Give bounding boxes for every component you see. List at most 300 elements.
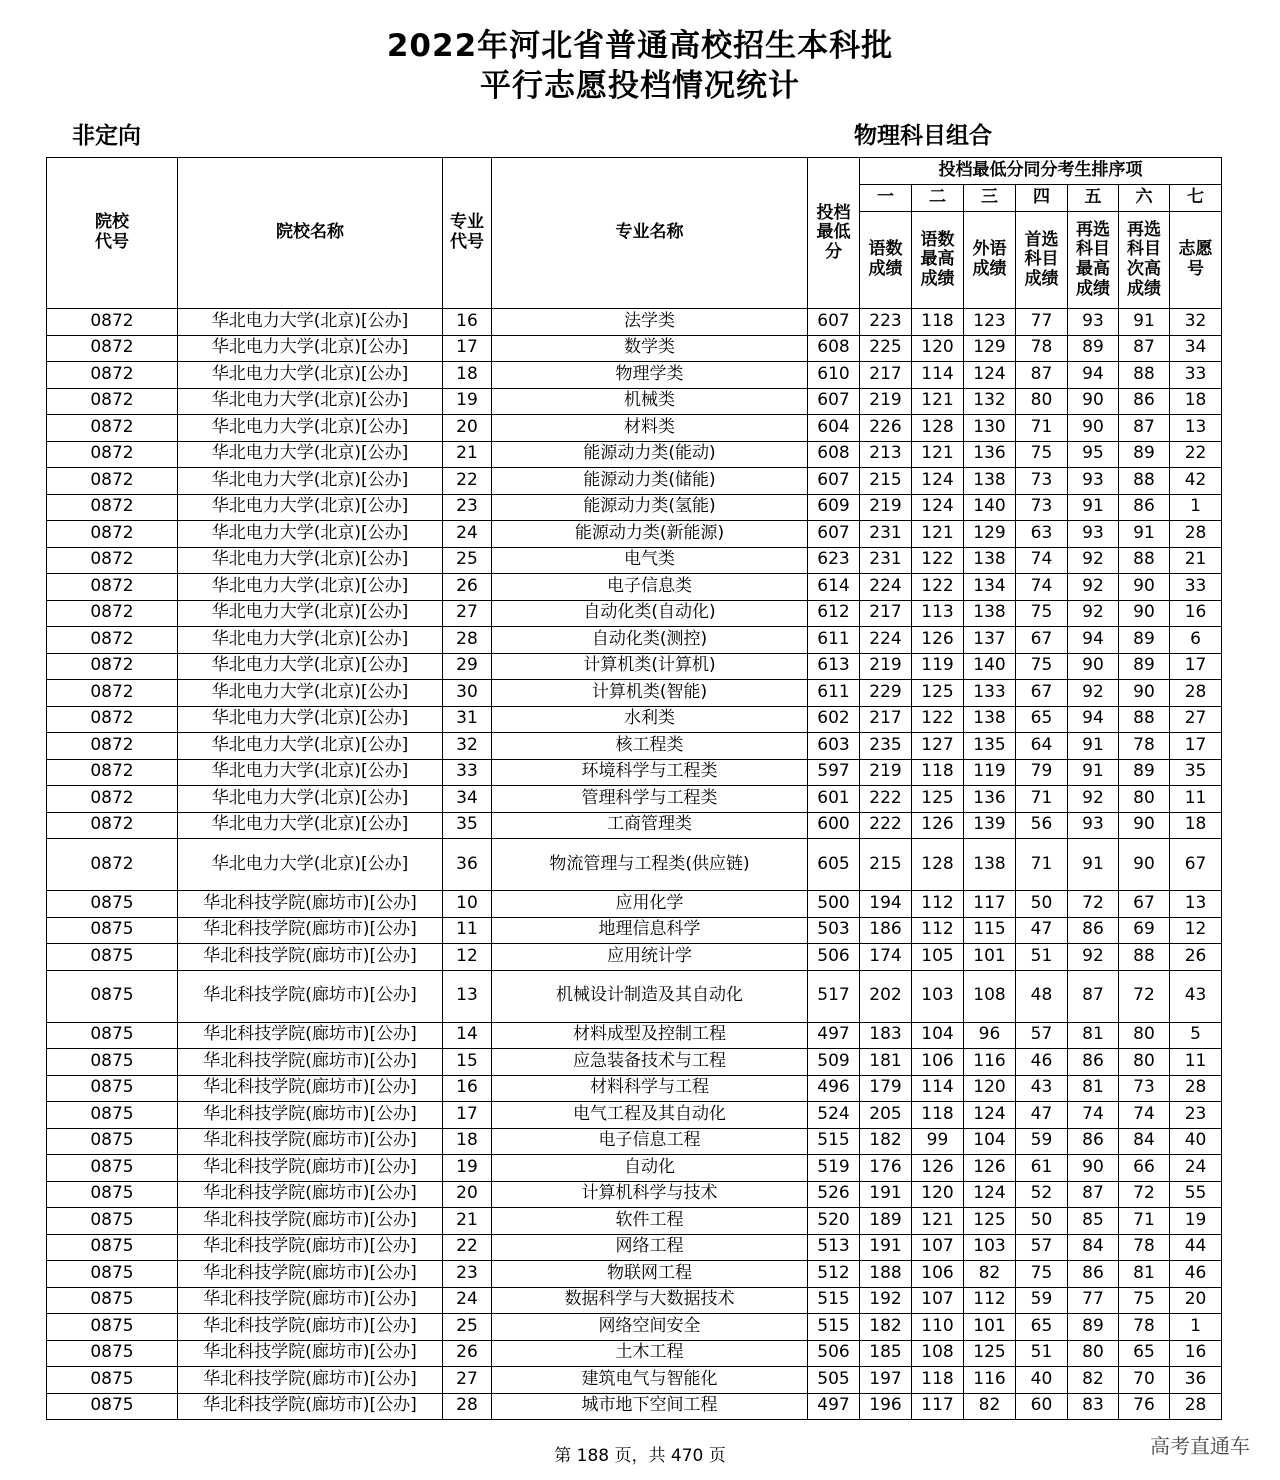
table-cell: 103 <box>912 970 964 1022</box>
table-row <box>47 759 1222 786</box>
table-cell: 138 <box>964 600 1016 627</box>
table-cell: 107 <box>912 1287 964 1314</box>
table-row <box>47 1075 1222 1102</box>
table-cell: 20 <box>1170 1287 1222 1314</box>
table-cell: 华北电力大学(北京)[公办] <box>178 733 443 760</box>
table-row <box>47 600 1222 627</box>
table-cell: 604 <box>808 415 860 442</box>
table-cell: 34 <box>1170 335 1222 362</box>
table-cell: 121 <box>912 441 964 468</box>
table-cell: 90 <box>1068 415 1119 442</box>
table-cell: 43 <box>1016 1075 1068 1102</box>
table-cell: 74 <box>1119 1102 1170 1129</box>
table-cell: 96 <box>964 1022 1016 1049</box>
table-cell: 515 <box>808 1128 860 1155</box>
table-cell: 0875 <box>47 1128 178 1155</box>
table-cell: 513 <box>808 1234 860 1261</box>
table-cell: 126 <box>912 1155 964 1182</box>
table-cell: 华北科技学院(廊坊市)[公办] <box>178 1367 443 1394</box>
table-cell: 华北电力大学(北京)[公办] <box>178 680 443 707</box>
table-row <box>47 335 1222 362</box>
table-cell: 25 <box>443 1314 492 1341</box>
table-cell: 231 <box>860 547 912 574</box>
table-cell: 应用化学 <box>492 891 808 918</box>
table-row <box>47 1181 1222 1208</box>
table-cell: 226 <box>860 415 912 442</box>
table-cell: 48 <box>1016 970 1068 1022</box>
table-cell: 0875 <box>47 1181 178 1208</box>
table-cell: 88 <box>1119 362 1170 389</box>
table-cell: 78 <box>1119 1234 1170 1261</box>
table-cell: 0872 <box>47 468 178 495</box>
table-cell: 497 <box>808 1393 860 1420</box>
table-cell: 95 <box>1068 441 1119 468</box>
table-cell: 75 <box>1016 600 1068 627</box>
table-cell: 23 <box>1170 1102 1222 1129</box>
table-cell: 81 <box>1068 1022 1119 1049</box>
table-cell: 71 <box>1016 839 1068 891</box>
table-cell: 30 <box>443 680 492 707</box>
table-cell: 93 <box>1068 812 1119 839</box>
table-cell: 188 <box>860 1261 912 1288</box>
table-cell: 13 <box>443 970 492 1022</box>
table-cell: 华北电力大学(北京)[公办] <box>178 759 443 786</box>
table-cell: 华北科技学院(廊坊市)[公办] <box>178 1049 443 1076</box>
table-cell: 12 <box>1170 917 1222 944</box>
table-cell: 能源动力类(新能源) <box>492 521 808 548</box>
table-cell: 182 <box>860 1128 912 1155</box>
table-cell: 44 <box>1170 1234 1222 1261</box>
table-cell: 51 <box>1016 1340 1068 1367</box>
table-cell: 72 <box>1119 970 1170 1022</box>
table-cell: 52 <box>1016 1181 1068 1208</box>
table-cell: 华北电力大学(北京)[公办] <box>178 574 443 601</box>
table-cell: 73 <box>1016 494 1068 521</box>
table-cell: 27 <box>443 600 492 627</box>
table-row <box>47 917 1222 944</box>
table-cell: 华北电力大学(北京)[公办] <box>178 786 443 813</box>
table-cell: 112 <box>964 1287 1016 1314</box>
table-cell: 219 <box>860 653 912 680</box>
table-cell: 1 <box>1170 494 1222 521</box>
table-cell: 土木工程 <box>492 1340 808 1367</box>
table-cell: 20 <box>443 415 492 442</box>
table-cell: 197 <box>860 1367 912 1394</box>
table-row <box>47 1208 1222 1235</box>
table-cell: 0872 <box>47 839 178 891</box>
table-cell: 88 <box>1119 706 1170 733</box>
table-cell: 87 <box>1068 1181 1119 1208</box>
table-cell: 43 <box>1170 970 1222 1022</box>
table-cell: 597 <box>808 759 860 786</box>
table-cell: 11 <box>1170 786 1222 813</box>
table-cell: 128 <box>912 415 964 442</box>
table-cell: 81 <box>1119 1261 1170 1288</box>
table-cell: 191 <box>860 1181 912 1208</box>
table-cell: 计算机类(计算机) <box>492 653 808 680</box>
table-cell: 73 <box>1016 468 1068 495</box>
header-school-name: 院校名称 <box>178 158 443 309</box>
table-cell: 80 <box>1119 786 1170 813</box>
table-cell: 工商管理类 <box>492 812 808 839</box>
table-cell: 605 <box>808 839 860 891</box>
table-cell: 138 <box>964 468 1016 495</box>
table-cell: 31 <box>443 706 492 733</box>
table-cell: 219 <box>860 759 912 786</box>
table-cell: 77 <box>1016 309 1068 336</box>
table-cell: 91 <box>1068 733 1119 760</box>
table-cell: 519 <box>808 1155 860 1182</box>
table-cell: 114 <box>912 1075 964 1102</box>
table-cell: 612 <box>808 600 860 627</box>
table-cell: 600 <box>808 812 860 839</box>
table-cell: 28 <box>1170 521 1222 548</box>
table-cell: 华北电力大学(北京)[公办] <box>178 600 443 627</box>
table-cell: 80 <box>1068 1340 1119 1367</box>
table-cell: 28 <box>1170 1075 1222 1102</box>
table-cell: 80 <box>1119 1049 1170 1076</box>
table-cell: 40 <box>1016 1367 1068 1394</box>
table-cell: 21 <box>1170 547 1222 574</box>
table-cell: 华北科技学院(廊坊市)[公办] <box>178 1287 443 1314</box>
table-cell: 0872 <box>47 733 178 760</box>
table-cell: 0872 <box>47 812 178 839</box>
table-cell: 0872 <box>47 574 178 601</box>
table-cell: 15 <box>443 1049 492 1076</box>
table-row <box>47 388 1222 415</box>
orientation-heading: 非定向 <box>72 123 141 149</box>
table-cell: 华北科技学院(廊坊市)[公办] <box>178 1314 443 1341</box>
table-cell: 67 <box>1016 680 1068 707</box>
table-cell: 608 <box>808 441 860 468</box>
table-cell: 92 <box>1068 786 1119 813</box>
table-cell: 86 <box>1068 1128 1119 1155</box>
table-cell: 0875 <box>47 1393 178 1420</box>
table-cell: 华北电力大学(北京)[公办] <box>178 839 443 891</box>
table-cell: 18 <box>1170 812 1222 839</box>
table-cell: 华北科技学院(廊坊市)[公办] <box>178 970 443 1022</box>
table-cell: 0875 <box>47 1314 178 1341</box>
header-major-name: 专业名称 <box>492 158 808 309</box>
header-rank-item: 外语成绩 <box>964 212 1016 309</box>
table-cell: 90 <box>1119 680 1170 707</box>
table-cell: 材料类 <box>492 415 808 442</box>
table-cell: 地理信息科学 <box>492 917 808 944</box>
table-cell: 118 <box>912 1102 964 1129</box>
table-cell: 0875 <box>47 1261 178 1288</box>
table-row <box>47 1128 1222 1155</box>
table-cell: 13 <box>1170 415 1222 442</box>
table-cell: 21 <box>443 441 492 468</box>
table-row <box>47 1287 1222 1314</box>
table-cell: 数学类 <box>492 335 808 362</box>
table-cell: 92 <box>1068 680 1119 707</box>
table-cell: 117 <box>912 1393 964 1420</box>
table-cell: 189 <box>860 1208 912 1235</box>
table-cell: 86 <box>1119 494 1170 521</box>
table-cell: 0872 <box>47 786 178 813</box>
table-cell: 223 <box>860 309 912 336</box>
table-cell: 92 <box>1068 547 1119 574</box>
table-cell: 120 <box>912 335 964 362</box>
table-cell: 0875 <box>47 1155 178 1182</box>
table-row <box>47 944 1222 971</box>
table-cell: 47 <box>1016 917 1068 944</box>
table-cell: 城市地下空间工程 <box>492 1393 808 1420</box>
table-cell: 64 <box>1016 733 1068 760</box>
header-rank-item: 再选科目次高成绩 <box>1119 212 1170 309</box>
page-subtitle: 平行志愿投档情况统计 <box>480 68 800 104</box>
table-cell: 33 <box>1170 574 1222 601</box>
table-cell: 56 <box>1016 812 1068 839</box>
table-cell: 106 <box>912 1049 964 1076</box>
table-cell: 124 <box>912 468 964 495</box>
table-cell: 90 <box>1068 653 1119 680</box>
table-cell: 0875 <box>47 1287 178 1314</box>
table-cell: 63 <box>1016 521 1068 548</box>
table-row <box>47 653 1222 680</box>
table-cell: 126 <box>912 812 964 839</box>
table-cell: 22 <box>443 468 492 495</box>
table-cell: 91 <box>1068 759 1119 786</box>
table-cell: 55 <box>1170 1181 1222 1208</box>
table-cell: 材料成型及控制工程 <box>492 1022 808 1049</box>
table-cell: 华北电力大学(北京)[公办] <box>178 494 443 521</box>
table-cell: 132 <box>964 388 1016 415</box>
table-cell: 124 <box>964 1181 1016 1208</box>
table-cell: 0872 <box>47 653 178 680</box>
table-cell: 121 <box>912 521 964 548</box>
table-row <box>47 970 1222 1022</box>
table-cell: 华北科技学院(廊坊市)[公办] <box>178 1234 443 1261</box>
table-cell: 电气类 <box>492 547 808 574</box>
table-cell: 88 <box>1119 547 1170 574</box>
table-body <box>47 309 1222 1420</box>
table-cell: 229 <box>860 680 912 707</box>
table-row <box>47 839 1222 891</box>
table-cell: 21 <box>443 1208 492 1235</box>
table-cell: 135 <box>964 733 1016 760</box>
table-cell: 自动化类(自动化) <box>492 600 808 627</box>
table-cell: 108 <box>964 970 1016 1022</box>
page-footer: 第 188 页，共 470 页 <box>554 1446 726 1466</box>
table-cell: 91 <box>1068 494 1119 521</box>
table-cell: 华北电力大学(北京)[公办] <box>178 521 443 548</box>
table-cell: 181 <box>860 1049 912 1076</box>
table-cell: 93 <box>1068 309 1119 336</box>
table-cell: 11 <box>1170 1049 1222 1076</box>
table-cell: 0875 <box>47 891 178 918</box>
table-cell: 78 <box>1119 1314 1170 1341</box>
table-cell: 235 <box>860 733 912 760</box>
table-cell: 27 <box>1170 706 1222 733</box>
table-cell: 20 <box>443 1181 492 1208</box>
header-tiebreak-group: 投档最低分同分考生排序项 <box>860 158 1222 185</box>
table-cell: 217 <box>860 600 912 627</box>
table-cell: 183 <box>860 1022 912 1049</box>
table-cell: 10 <box>443 891 492 918</box>
table-cell: 应用统计学 <box>492 944 808 971</box>
table-cell: 华北科技学院(廊坊市)[公办] <box>178 1075 443 1102</box>
table-cell: 61 <box>1016 1155 1068 1182</box>
table-row <box>47 1314 1222 1341</box>
table-cell: 611 <box>808 680 860 707</box>
table-cell: 76 <box>1119 1393 1170 1420</box>
table-cell: 138 <box>964 706 1016 733</box>
table-cell: 87 <box>1119 415 1170 442</box>
table-cell: 196 <box>860 1393 912 1420</box>
table-cell: 90 <box>1119 574 1170 601</box>
table-cell: 104 <box>912 1022 964 1049</box>
table-cell: 电子信息工程 <box>492 1128 808 1155</box>
table-cell: 217 <box>860 362 912 389</box>
table-cell: 179 <box>860 1075 912 1102</box>
table-cell: 74 <box>1016 574 1068 601</box>
table-cell: 118 <box>912 309 964 336</box>
table-cell: 59 <box>1016 1287 1068 1314</box>
page-title: 2022年河北省普通高校招生本科批 <box>386 28 894 64</box>
table-cell: 603 <box>808 733 860 760</box>
table-cell: 0872 <box>47 415 178 442</box>
header-rank-item: 再选科目最高成绩 <box>1068 212 1119 309</box>
table-cell: 环境科学与工程类 <box>492 759 808 786</box>
header-rank: 四 <box>1016 185 1068 212</box>
table-row <box>47 547 1222 574</box>
table-cell: 0875 <box>47 970 178 1022</box>
table-cell: 17 <box>443 335 492 362</box>
table-cell: 18 <box>1170 388 1222 415</box>
table-cell: 华北科技学院(廊坊市)[公办] <box>178 1208 443 1235</box>
table-cell: 17 <box>443 1102 492 1129</box>
table-cell: 104 <box>964 1128 1016 1155</box>
table-cell: 电子信息类 <box>492 574 808 601</box>
table-cell: 70 <box>1119 1367 1170 1394</box>
table-cell: 94 <box>1068 627 1119 654</box>
table-cell: 13 <box>1170 891 1222 918</box>
table-cell: 网络空间安全 <box>492 1314 808 1341</box>
table-cell: 华北科技学院(廊坊市)[公办] <box>178 917 443 944</box>
table-cell: 138 <box>964 839 1016 891</box>
header-rank-item: 语数成绩 <box>860 212 912 309</box>
table-cell: 125 <box>912 786 964 813</box>
table-cell: 89 <box>1119 627 1170 654</box>
table-cell: 73 <box>1119 1075 1170 1102</box>
table-cell: 124 <box>964 1102 1016 1129</box>
table-cell: 网络工程 <box>492 1234 808 1261</box>
table-cell: 86 <box>1068 917 1119 944</box>
table-cell: 101 <box>964 944 1016 971</box>
table-cell: 106 <box>912 1261 964 1288</box>
table-cell: 材料科学与工程 <box>492 1075 808 1102</box>
table-cell: 92 <box>1068 574 1119 601</box>
header-rank: 五 <box>1068 185 1119 212</box>
table-cell: 88 <box>1119 944 1170 971</box>
table-cell: 能源动力类(氢能) <box>492 494 808 521</box>
table-cell: 89 <box>1119 653 1170 680</box>
table-cell: 81 <box>1068 1075 1119 1102</box>
table-cell: 32 <box>443 733 492 760</box>
table-row <box>47 1234 1222 1261</box>
table-cell: 139 <box>964 812 1016 839</box>
table-cell: 138 <box>964 547 1016 574</box>
table-cell: 101 <box>964 1314 1016 1341</box>
table-cell: 24 <box>443 521 492 548</box>
table-cell: 607 <box>808 521 860 548</box>
table-cell: 18 <box>443 362 492 389</box>
table-cell: 205 <box>860 1102 912 1129</box>
table-cell: 83 <box>1068 1393 1119 1420</box>
table-cell: 90 <box>1068 1155 1119 1182</box>
table-cell: 94 <box>1068 706 1119 733</box>
table-cell: 75 <box>1016 441 1068 468</box>
table-cell: 99 <box>912 1128 964 1155</box>
table-cell: 华北电力大学(北京)[公办] <box>178 309 443 336</box>
table-cell: 71 <box>1016 415 1068 442</box>
table-cell: 0875 <box>47 1102 178 1129</box>
table-row <box>47 627 1222 654</box>
table-cell: 应急装备技术与工程 <box>492 1049 808 1076</box>
table-cell: 129 <box>964 521 1016 548</box>
table-cell: 127 <box>912 733 964 760</box>
table-cell: 46 <box>1016 1049 1068 1076</box>
table-cell: 79 <box>1016 759 1068 786</box>
header-rank-item: 语数最高成绩 <box>912 212 964 309</box>
table-cell: 华北电力大学(北京)[公办] <box>178 468 443 495</box>
table-cell: 128 <box>912 839 964 891</box>
table-cell: 物联网工程 <box>492 1261 808 1288</box>
header-rank: 三 <box>964 185 1016 212</box>
table-cell: 34 <box>443 786 492 813</box>
table-cell: 136 <box>964 441 1016 468</box>
table-cell: 16 <box>443 309 492 336</box>
table-cell: 75 <box>1016 1261 1068 1288</box>
table-cell: 0872 <box>47 388 178 415</box>
table-cell: 物流管理与工程类(供应链) <box>492 839 808 891</box>
table-cell: 87 <box>1016 362 1068 389</box>
table-cell: 0875 <box>47 1049 178 1076</box>
table-cell: 0872 <box>47 494 178 521</box>
table-cell: 213 <box>860 441 912 468</box>
table-cell: 华北电力大学(北京)[公办] <box>178 706 443 733</box>
table-cell: 19 <box>443 1155 492 1182</box>
table-cell: 133 <box>964 680 1016 707</box>
table-cell: 0872 <box>47 335 178 362</box>
table-cell: 82 <box>964 1261 1016 1288</box>
table-cell: 89 <box>1119 441 1170 468</box>
table-cell: 614 <box>808 574 860 601</box>
table-cell: 222 <box>860 786 912 813</box>
table-cell: 27 <box>443 1367 492 1394</box>
table-cell: 0872 <box>47 309 178 336</box>
table-cell: 电气工程及其自动化 <box>492 1102 808 1129</box>
table-cell: 36 <box>443 839 492 891</box>
table-cell: 42 <box>1170 468 1222 495</box>
header-rank-item: 志愿号 <box>1170 212 1222 309</box>
table-cell: 60 <box>1016 1393 1068 1420</box>
table-cell: 74 <box>1068 1102 1119 1129</box>
table-cell: 33 <box>1170 362 1222 389</box>
table-cell: 管理科学与工程类 <box>492 786 808 813</box>
header-rank: 一 <box>860 185 912 212</box>
table-cell: 水利类 <box>492 706 808 733</box>
table-cell: 67 <box>1170 839 1222 891</box>
table-cell: 87 <box>1068 970 1119 1022</box>
table-cell: 174 <box>860 944 912 971</box>
table-cell: 自动化 <box>492 1155 808 1182</box>
table-cell: 113 <box>912 600 964 627</box>
table-cell: 112 <box>912 891 964 918</box>
table-row <box>47 362 1222 389</box>
